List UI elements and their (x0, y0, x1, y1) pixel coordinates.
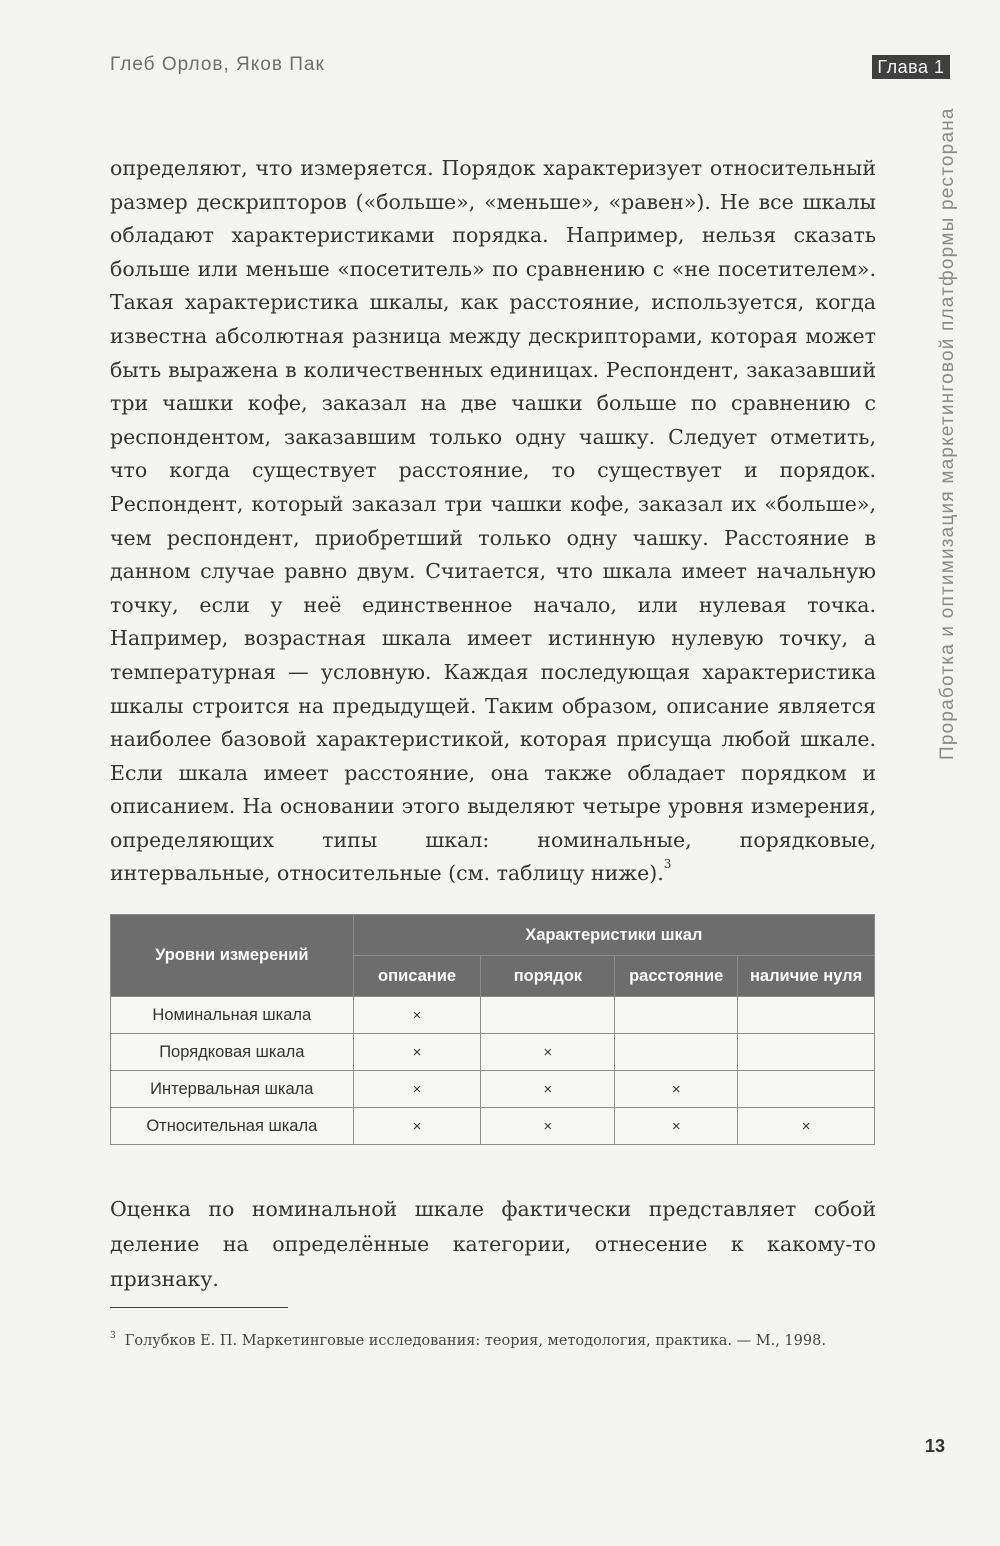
footnote-text: Голубков Е. П. Маркетинговые исследования: теория, методология, практика. — М., 1998. (124, 1333, 826, 1349)
page-number: 13 (925, 1436, 946, 1456)
cell-mark (481, 997, 615, 1034)
vertical-running-title: Проработка и оптимизация маркетинговой платформы ресторана (937, 107, 958, 760)
subheader-distance: расстояние (615, 956, 738, 997)
table-row (111, 1108, 875, 1145)
cell-mark (738, 1034, 875, 1071)
footnote (110, 1333, 876, 1349)
subheader-zero: наличие нуля (738, 956, 875, 997)
subheader-order: порядок (481, 956, 615, 997)
header-characteristics: Характеристики шкал (353, 915, 874, 956)
cell-mark: × (353, 1034, 481, 1071)
paragraph-1-text: определяют, что измеряется. Порядок характеризует относительный размер дескрипторов («больше», «меньше», «равен»). Не все шкалы обладают характеристиками порядка. Например, нельзя сказать больше или меньше «посетитель» по сравнению с «не посетителем». Такая характеристика шкалы, как расстояние, используется, когда известна абсолютная разница между дескрипторами, которая может быть выражена в количественных единицах. Респондент, заказавший три чашки кофе, заказал на две чашки больше по сравнению с респондентом, заказавшим только одну чашку. Следует отметить, что когда существует расстояние, то существует и порядок. Респондент, который заказал три чашки кофе, заказал их «больше», чем респондент, приобретший только одну чашку. Расстояние в данном случае равно двум. Считается, что шкала имеет начальную точку, если у неё единственное начало, или нулевая точка. Например, возрастная шкала имеет истинную нулевую точку, а температурная — условную. Каждая последующая характеристика шкалы строится на предыдущей. Таким образом, описание является наиболее базовой характеристикой, которая присуща любой шкале. Если шкала имеет расстояние, она также обладает порядком и описанием. На основании этого выделяют четыре уровня измерения, определяющих типы шкал: номинальные, порядковые, интервальные, относительные (см. таблицу ниже). (110, 156, 876, 886)
row-label: Относительная шкала (111, 1108, 354, 1145)
row-label: Интервальная шкала (111, 1071, 354, 1108)
cell-mark (738, 997, 875, 1034)
cell-mark: × (738, 1108, 875, 1145)
cell-mark: × (615, 1071, 738, 1108)
subheader-description: описание (353, 956, 481, 997)
footnote-divider (110, 1307, 288, 1308)
header-levels: Уровни измерений (111, 915, 354, 997)
chapter-badge: Глава 1 (872, 55, 950, 79)
cell-mark: × (481, 1071, 615, 1108)
table-row (111, 1071, 875, 1108)
table-row (111, 997, 875, 1034)
cell-mark: × (481, 1108, 615, 1145)
cell-mark: × (353, 1071, 481, 1108)
table-row (111, 1034, 875, 1071)
cell-mark (615, 1034, 738, 1071)
row-label: Порядковая шкала (111, 1034, 354, 1071)
body-paragraph-1 (110, 152, 876, 891)
cell-mark (615, 997, 738, 1034)
cell-mark: × (481, 1034, 615, 1071)
cell-mark: × (615, 1108, 738, 1145)
cell-mark (738, 1071, 875, 1108)
footnote-number: 3 (110, 1331, 116, 1341)
row-label: Номинальная шкала (111, 997, 354, 1034)
cell-mark: × (353, 1108, 481, 1145)
running-header-authors: Глеб Орлов, Яков Пак (110, 54, 325, 75)
footnote-reference: 3 (663, 857, 672, 872)
body-paragraph-2: Оценка по номинальной шкале фактически представляет собой деление на определённые категории, отнесение к какому-то признаку. (110, 1197, 876, 1291)
scale-levels-table (110, 914, 875, 1145)
cell-mark: × (353, 997, 481, 1034)
